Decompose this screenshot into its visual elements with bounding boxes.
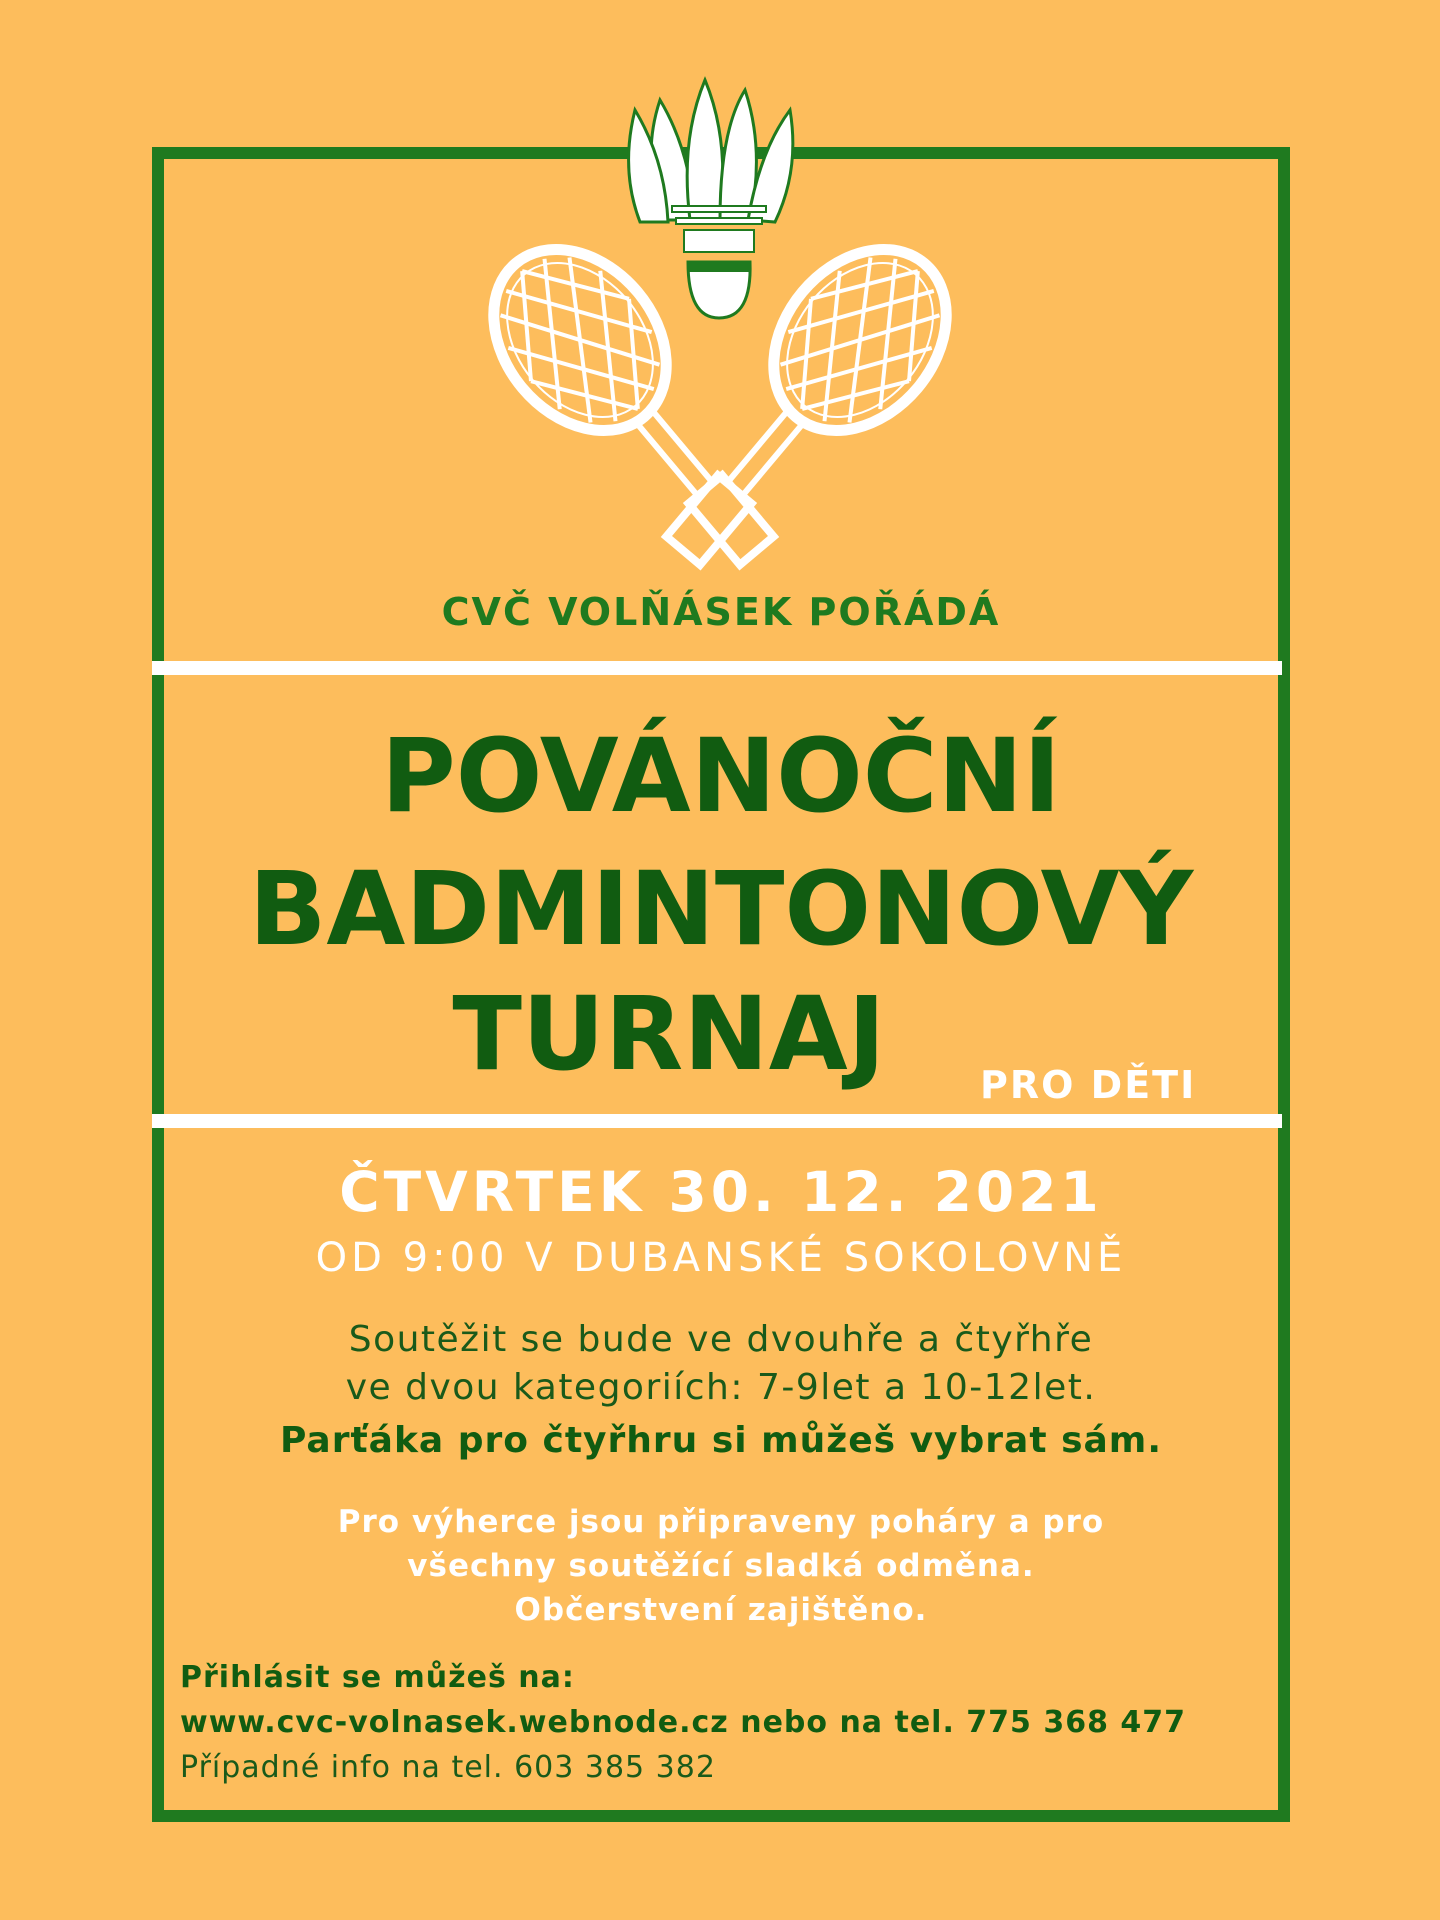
racket-right-icon bbox=[626, 215, 982, 599]
event-date: ČTVRTEK 30. 12. 2021 bbox=[339, 1160, 1103, 1224]
badminton-illustration bbox=[0, 0, 1440, 600]
prizes-text bbox=[152, 1500, 1290, 1632]
audience-tag: PRO DĚTI bbox=[980, 1063, 1197, 1107]
title-line-2: BADMINTONOVÝ bbox=[248, 850, 1194, 969]
court-line-bottom bbox=[152, 1114, 1282, 1128]
prizes-line-3: Občerstvení zajištěno. bbox=[514, 1592, 928, 1628]
racket-left-icon bbox=[458, 215, 814, 599]
description bbox=[152, 1316, 1290, 1412]
contact-heading: Přihlásit se můžeš na: bbox=[180, 1660, 575, 1695]
title-line-3: TURNAJ bbox=[452, 975, 886, 1094]
event-place: OD 9:00 V DUBANSKÉ SOKOLOVNĚ bbox=[315, 1235, 1127, 1281]
description-line-2: ve dvou kategoriích: 7-9let a 10-12let. bbox=[345, 1367, 1097, 1408]
description-bold: Parťáka pro čtyřhru si můžeš vybrat sám. bbox=[279, 1420, 1162, 1461]
title-line-1: POVÁNOČNÍ bbox=[381, 717, 1061, 836]
organizer-text: CVČ VOLŇÁSEK POŘÁDÁ bbox=[441, 590, 1001, 634]
contact-block bbox=[180, 1655, 1186, 1790]
contact-info: Případné info na tel. 603 385 382 bbox=[180, 1750, 716, 1785]
court-line-top bbox=[152, 661, 1282, 675]
prizes-line-2: všechny soutěžící sladká odměna. bbox=[407, 1548, 1035, 1584]
description-line-1: Soutěžit se bude ve dvouhře a čtyřhře bbox=[348, 1319, 1094, 1360]
shuttlecock-icon bbox=[629, 80, 793, 318]
prizes-line-1: Pro výherce jsou připraveny poháry a pro bbox=[337, 1504, 1105, 1540]
contact-web-phone[interactable]: www.cvc-volnasek.webnode.cz nebo na tel. 775 368 477 bbox=[180, 1705, 1187, 1740]
